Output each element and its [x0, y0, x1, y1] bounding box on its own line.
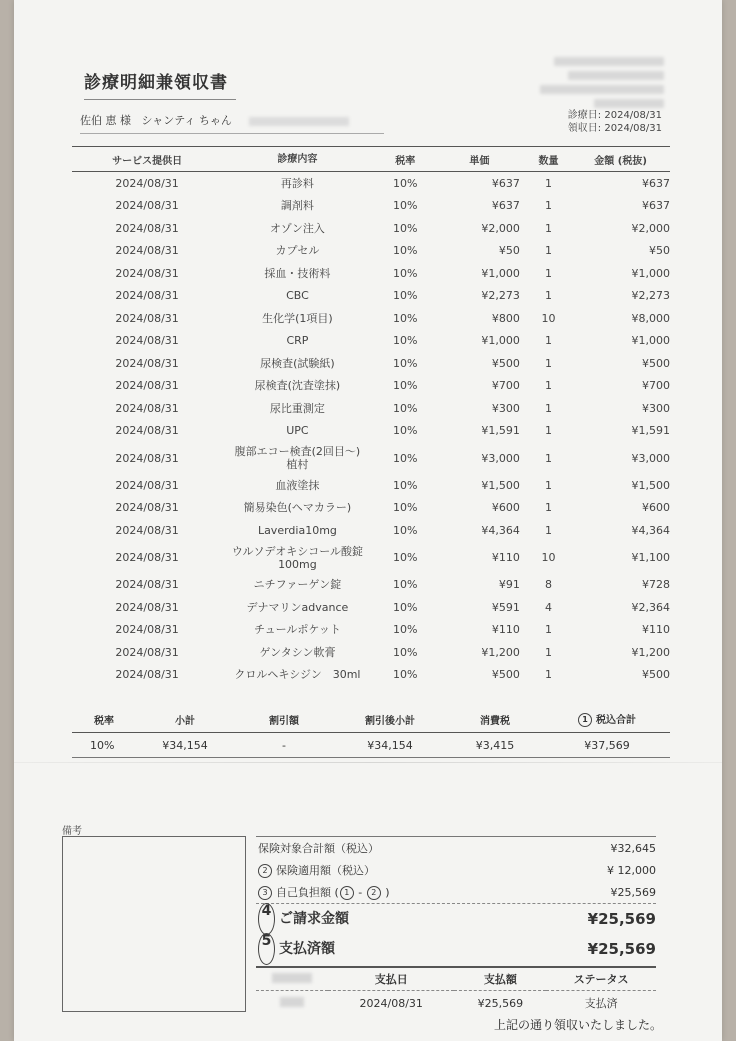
- dates-block: [568, 109, 662, 135]
- circle-number-3: 3: [258, 886, 272, 900]
- item-price: ¥591: [491, 600, 520, 614]
- item-qty: 1: [545, 356, 553, 370]
- item-desc-line2: 100mg: [278, 557, 317, 571]
- summary-row: [72, 733, 670, 758]
- sum-discount: -: [234, 733, 334, 758]
- item-desc: 採血・技術料: [264, 266, 331, 280]
- items-table: [72, 146, 670, 686]
- item-price: ¥1,500: [481, 478, 520, 492]
- item-qty: 1: [545, 645, 553, 659]
- item-qty: 1: [545, 478, 553, 492]
- document-title: 診療明細兼領収書: [84, 68, 236, 100]
- item-desc: UPC: [286, 424, 309, 438]
- insurance-applied-row: [256, 859, 656, 881]
- pet-name: シャンティ ちゃん: [141, 114, 232, 127]
- item-price: ¥3,000: [481, 451, 520, 465]
- item-desc: デナマリンadvance: [246, 600, 349, 614]
- item-rate: 10%: [393, 551, 418, 564]
- item-amount: ¥2,000: [631, 221, 670, 235]
- item-rate: 10%: [393, 501, 418, 515]
- summary-header-row: [72, 706, 670, 733]
- item-desc: [222, 442, 373, 474]
- item-qty: 1: [545, 334, 553, 348]
- pay-amount: ¥25,569: [477, 996, 524, 1010]
- items-header-row: [72, 147, 670, 172]
- circle-ref-2: 2: [367, 886, 381, 900]
- item-price: ¥1,000: [481, 334, 520, 348]
- col-price: 単価: [438, 147, 526, 172]
- self-end: ): [381, 886, 390, 899]
- item-date: 2024/08/31: [115, 523, 179, 537]
- circle-number-4: 4: [258, 903, 275, 935]
- item-date: 2024/08/31: [115, 379, 179, 393]
- item-rate: 10%: [393, 244, 418, 258]
- item-amount: ¥637: [642, 176, 670, 190]
- item-date: 2024/08/31: [115, 623, 179, 637]
- item-date: 2024/08/31: [115, 311, 179, 325]
- item-date: 2024/08/31: [115, 221, 179, 235]
- item-qty: 1: [545, 501, 553, 515]
- items-body: [72, 172, 670, 687]
- table-row: [72, 285, 670, 308]
- item-amount: ¥500: [642, 356, 670, 370]
- item-amount: ¥728: [642, 578, 670, 592]
- item-qty: 1: [545, 668, 553, 682]
- item-date: 2024/08/31: [115, 600, 179, 614]
- item-date: 2024/08/31: [115, 199, 179, 213]
- item-date: 2024/08/31: [115, 401, 179, 415]
- notes-box: [62, 836, 246, 1012]
- item-price: ¥2,000: [481, 221, 520, 235]
- item-desc-line1: ウルソデオキシコール酸錠: [231, 544, 363, 558]
- item-date: 2024/08/31: [115, 451, 179, 465]
- item-qty: 1: [545, 379, 553, 393]
- item-price: ¥637: [491, 176, 520, 190]
- item-date: 2024/08/31: [115, 334, 179, 348]
- item-rate: 10%: [393, 379, 418, 393]
- payment-history-header: [256, 967, 656, 991]
- item-qty: 8: [545, 578, 553, 592]
- pay-status: 支払済: [584, 997, 618, 1010]
- item-price: ¥300: [491, 401, 520, 415]
- item-qty: 1: [545, 523, 553, 537]
- item-qty: 1: [545, 221, 553, 235]
- item-amount: ¥500: [642, 668, 670, 682]
- redacted-id: [249, 117, 349, 126]
- self-label: 自己負担額 (: [276, 886, 339, 899]
- item-amount: ¥1,000: [631, 334, 670, 348]
- sum-col-total-label: 税込合計: [596, 715, 636, 726]
- bill-value: ¥25,569: [587, 910, 656, 928]
- item-rate: 10%: [393, 311, 418, 325]
- item-desc: クロルヘキシジン 30ml: [234, 668, 361, 682]
- applied-value: ¥ 12,000: [607, 863, 656, 877]
- item-rate: 10%: [393, 401, 418, 415]
- clinic-address-redacted: [534, 52, 664, 108]
- table-row: [72, 596, 670, 619]
- col-amount: 金額 (税抜): [571, 147, 670, 172]
- item-desc: チュールポケット: [253, 623, 341, 637]
- item-price: ¥4,364: [481, 523, 520, 537]
- item-desc-line1: 腹部エコー検査(2回目〜): [234, 445, 361, 458]
- paid-label: 支払済額: [279, 941, 335, 957]
- pay-col-date: 支払日: [328, 967, 454, 991]
- item-qty: 1: [545, 176, 553, 190]
- item-date: 2024/08/31: [115, 244, 179, 258]
- item-qty: 10: [541, 551, 556, 564]
- item-qty: 1: [545, 199, 553, 213]
- table-row: [72, 262, 670, 285]
- item-rate: 10%: [393, 600, 418, 614]
- item-amount: ¥2,273: [631, 289, 670, 303]
- visit-date: 2024/08/31: [604, 110, 662, 121]
- item-rate: 10%: [393, 424, 418, 438]
- item-amount: ¥2,364: [631, 600, 670, 614]
- redacted-method-header: [272, 973, 312, 983]
- item-rate: 10%: [393, 668, 418, 682]
- item-price: ¥110: [491, 623, 520, 637]
- bill-label: ご請求金額: [279, 911, 349, 927]
- item-rate: 10%: [393, 356, 418, 370]
- item-qty: 4: [545, 600, 553, 614]
- item-desc: オゾン注入: [269, 221, 325, 235]
- table-row: [72, 619, 670, 642]
- item-price: ¥1,000: [481, 266, 520, 280]
- item-date: 2024/08/31: [115, 289, 179, 303]
- item-price: ¥91: [498, 578, 520, 592]
- item-rate: 10%: [393, 451, 418, 465]
- item-date: 2024/08/31: [115, 668, 179, 682]
- circle-ref-1: 1: [340, 886, 354, 900]
- item-date: 2024/08/31: [115, 551, 179, 564]
- paid-row: [256, 934, 656, 964]
- item-price: ¥637: [491, 199, 520, 213]
- table-row: [72, 172, 670, 195]
- item-rate: 10%: [393, 334, 418, 348]
- item-amount: ¥3,000: [631, 451, 670, 465]
- item-rate: 10%: [393, 578, 418, 592]
- item-amount: ¥1,500: [631, 478, 670, 492]
- item-rate: 10%: [393, 523, 418, 537]
- self-value: ¥25,569: [610, 885, 656, 899]
- col-date: サービス提供日: [72, 147, 222, 172]
- item-qty: 1: [545, 266, 553, 280]
- item-rate: 10%: [393, 176, 418, 190]
- item-desc: 尿検査(試験紙): [260, 356, 335, 370]
- item-amount: ¥1,000: [631, 266, 670, 280]
- item-rate: 10%: [393, 289, 418, 303]
- receipt-paper: [14, 0, 722, 1041]
- table-row: [72, 352, 670, 375]
- item-desc: ゲンタシン軟膏: [259, 645, 336, 659]
- table-row: [72, 664, 670, 687]
- patient-line: [80, 112, 384, 134]
- table-row: [72, 375, 670, 398]
- col-desc: 診療内容: [222, 147, 373, 172]
- table-row: [72, 542, 670, 574]
- sum-col-rate: 税率: [72, 706, 136, 733]
- item-price: ¥2,273: [481, 289, 520, 303]
- item-desc: 尿検査(沈査塗抹): [254, 379, 341, 393]
- item-amount: ¥1,100: [631, 551, 670, 564]
- item-qty: 1: [545, 244, 553, 258]
- item-desc: CBC: [286, 289, 309, 303]
- table-row: [72, 195, 670, 218]
- payment-history-table: [256, 966, 656, 1015]
- insured-total-row: [256, 836, 656, 859]
- self-mid: -: [354, 886, 366, 899]
- item-amount: ¥8,000: [631, 311, 670, 325]
- table-row: [72, 397, 670, 420]
- item-date: 2024/08/31: [115, 176, 179, 190]
- item-rate: 10%: [393, 221, 418, 235]
- sum-col-total: [544, 706, 670, 733]
- table-row: [72, 574, 670, 597]
- paid-value: ¥25,569: [587, 940, 656, 958]
- sum-col-subtotal: 小計: [136, 706, 234, 733]
- item-rate: 10%: [393, 266, 418, 280]
- item-amount: ¥50: [649, 244, 670, 258]
- item-rate: 10%: [393, 623, 418, 637]
- circle-number-1: 1: [578, 713, 592, 727]
- item-amount: ¥600: [642, 501, 670, 515]
- sum-col-discount: 割引額: [234, 706, 334, 733]
- item-desc: ニチファーゲン錠: [253, 578, 342, 592]
- summary-table: [72, 706, 670, 758]
- item-desc: 生化学(1項目): [262, 311, 333, 325]
- item-date: 2024/08/31: [115, 266, 179, 280]
- pay-method: [256, 991, 328, 1016]
- billing-row: [256, 903, 656, 934]
- table-row: [72, 217, 670, 240]
- payment-history-row: [256, 991, 656, 1016]
- pay-col-status: ステータス: [546, 967, 656, 991]
- item-price: ¥110: [491, 551, 520, 564]
- item-amount: ¥700: [642, 379, 670, 393]
- item-amount: ¥4,364: [631, 523, 670, 537]
- item-qty: 10: [541, 311, 556, 325]
- footer-message: 上記の通り領収いたしました。: [493, 1018, 662, 1032]
- sum-after: ¥34,154: [334, 733, 446, 758]
- item-date: 2024/08/31: [115, 578, 179, 592]
- applied-label: 保険適用額（税込）: [276, 864, 375, 877]
- self-pay-row: [256, 881, 656, 903]
- table-row: [72, 330, 670, 353]
- visit-date-label: 診療日:: [567, 110, 602, 121]
- table-row: [72, 641, 670, 664]
- item-qty: 1: [545, 401, 553, 415]
- table-row: [72, 519, 670, 542]
- item-price: ¥1,200: [481, 645, 520, 659]
- paper-fold: [14, 762, 722, 763]
- col-qty: 数量: [526, 147, 571, 172]
- item-amount: ¥1,591: [631, 424, 670, 438]
- item-rate: 10%: [393, 645, 418, 659]
- item-qty: 1: [545, 424, 553, 438]
- item-date: 2024/08/31: [115, 478, 179, 492]
- payment-block: [256, 836, 656, 1015]
- circle-number-5: 5: [258, 933, 275, 965]
- sum-tax: ¥3,415: [446, 733, 544, 758]
- item-desc: Laverdia10mg: [257, 523, 337, 537]
- item-price: ¥1,591: [481, 424, 520, 438]
- item-qty: 1: [545, 623, 553, 637]
- item-amount: ¥110: [642, 623, 670, 637]
- pay-col-method: [256, 967, 328, 991]
- item-desc: カプセル: [275, 244, 320, 258]
- circle-number-2: 2: [258, 864, 272, 878]
- item-amount: ¥1,200: [631, 645, 670, 659]
- item-price: ¥800: [491, 311, 520, 325]
- sum-total: ¥37,569: [544, 733, 670, 758]
- owner-name: 佐伯 恵 様: [80, 114, 131, 127]
- item-desc: [222, 542, 373, 574]
- notes-label: 備考: [62, 826, 82, 837]
- item-date: 2024/08/31: [115, 424, 179, 438]
- item-amount: ¥300: [642, 401, 670, 415]
- sum-rate: 10%: [72, 733, 136, 758]
- item-desc: 血液塗抹: [275, 478, 320, 492]
- receipt-date-label: 領収日:: [567, 123, 602, 134]
- item-desc: 調剤料: [280, 199, 314, 213]
- table-row: [72, 497, 670, 520]
- table-row: [72, 474, 670, 497]
- item-qty: 1: [545, 451, 553, 465]
- sum-subtotal: ¥34,154: [136, 733, 234, 758]
- item-rate: 10%: [393, 199, 418, 213]
- item-price: ¥700: [491, 379, 520, 393]
- item-date: 2024/08/31: [115, 501, 179, 515]
- sum-col-tax: 消費税: [446, 706, 544, 733]
- pay-date: 2024/08/31: [359, 996, 423, 1010]
- sum-col-after: 割引後小計: [334, 706, 446, 733]
- item-qty: 1: [545, 289, 553, 303]
- table-row: [72, 442, 670, 474]
- table-row: [72, 240, 670, 263]
- pay-col-amount: 支払額: [454, 967, 546, 991]
- item-price: ¥50: [498, 244, 520, 258]
- item-price: ¥500: [491, 356, 520, 370]
- item-desc: CRP: [286, 334, 309, 348]
- receipt-date: 2024/08/31: [604, 123, 662, 134]
- redacted-method: [280, 997, 304, 1007]
- item-desc-line2: 植村: [286, 458, 309, 471]
- item-date: 2024/08/31: [115, 645, 179, 659]
- item-desc: 再診料: [280, 176, 314, 190]
- item-price: ¥600: [491, 501, 520, 515]
- item-desc: 尿比重測定: [269, 401, 325, 415]
- item-desc: 簡易染色(ヘマカラー): [243, 501, 352, 515]
- item-price: ¥500: [491, 668, 520, 682]
- col-rate: 税率: [373, 147, 438, 172]
- table-row: [72, 307, 670, 330]
- item-date: 2024/08/31: [115, 356, 179, 370]
- item-amount: ¥637: [642, 199, 670, 213]
- insured-label: 保険対象合計額（税込）: [258, 842, 379, 855]
- table-row: [72, 420, 670, 443]
- insured-value: ¥32,645: [610, 841, 656, 855]
- item-rate: 10%: [393, 478, 418, 492]
